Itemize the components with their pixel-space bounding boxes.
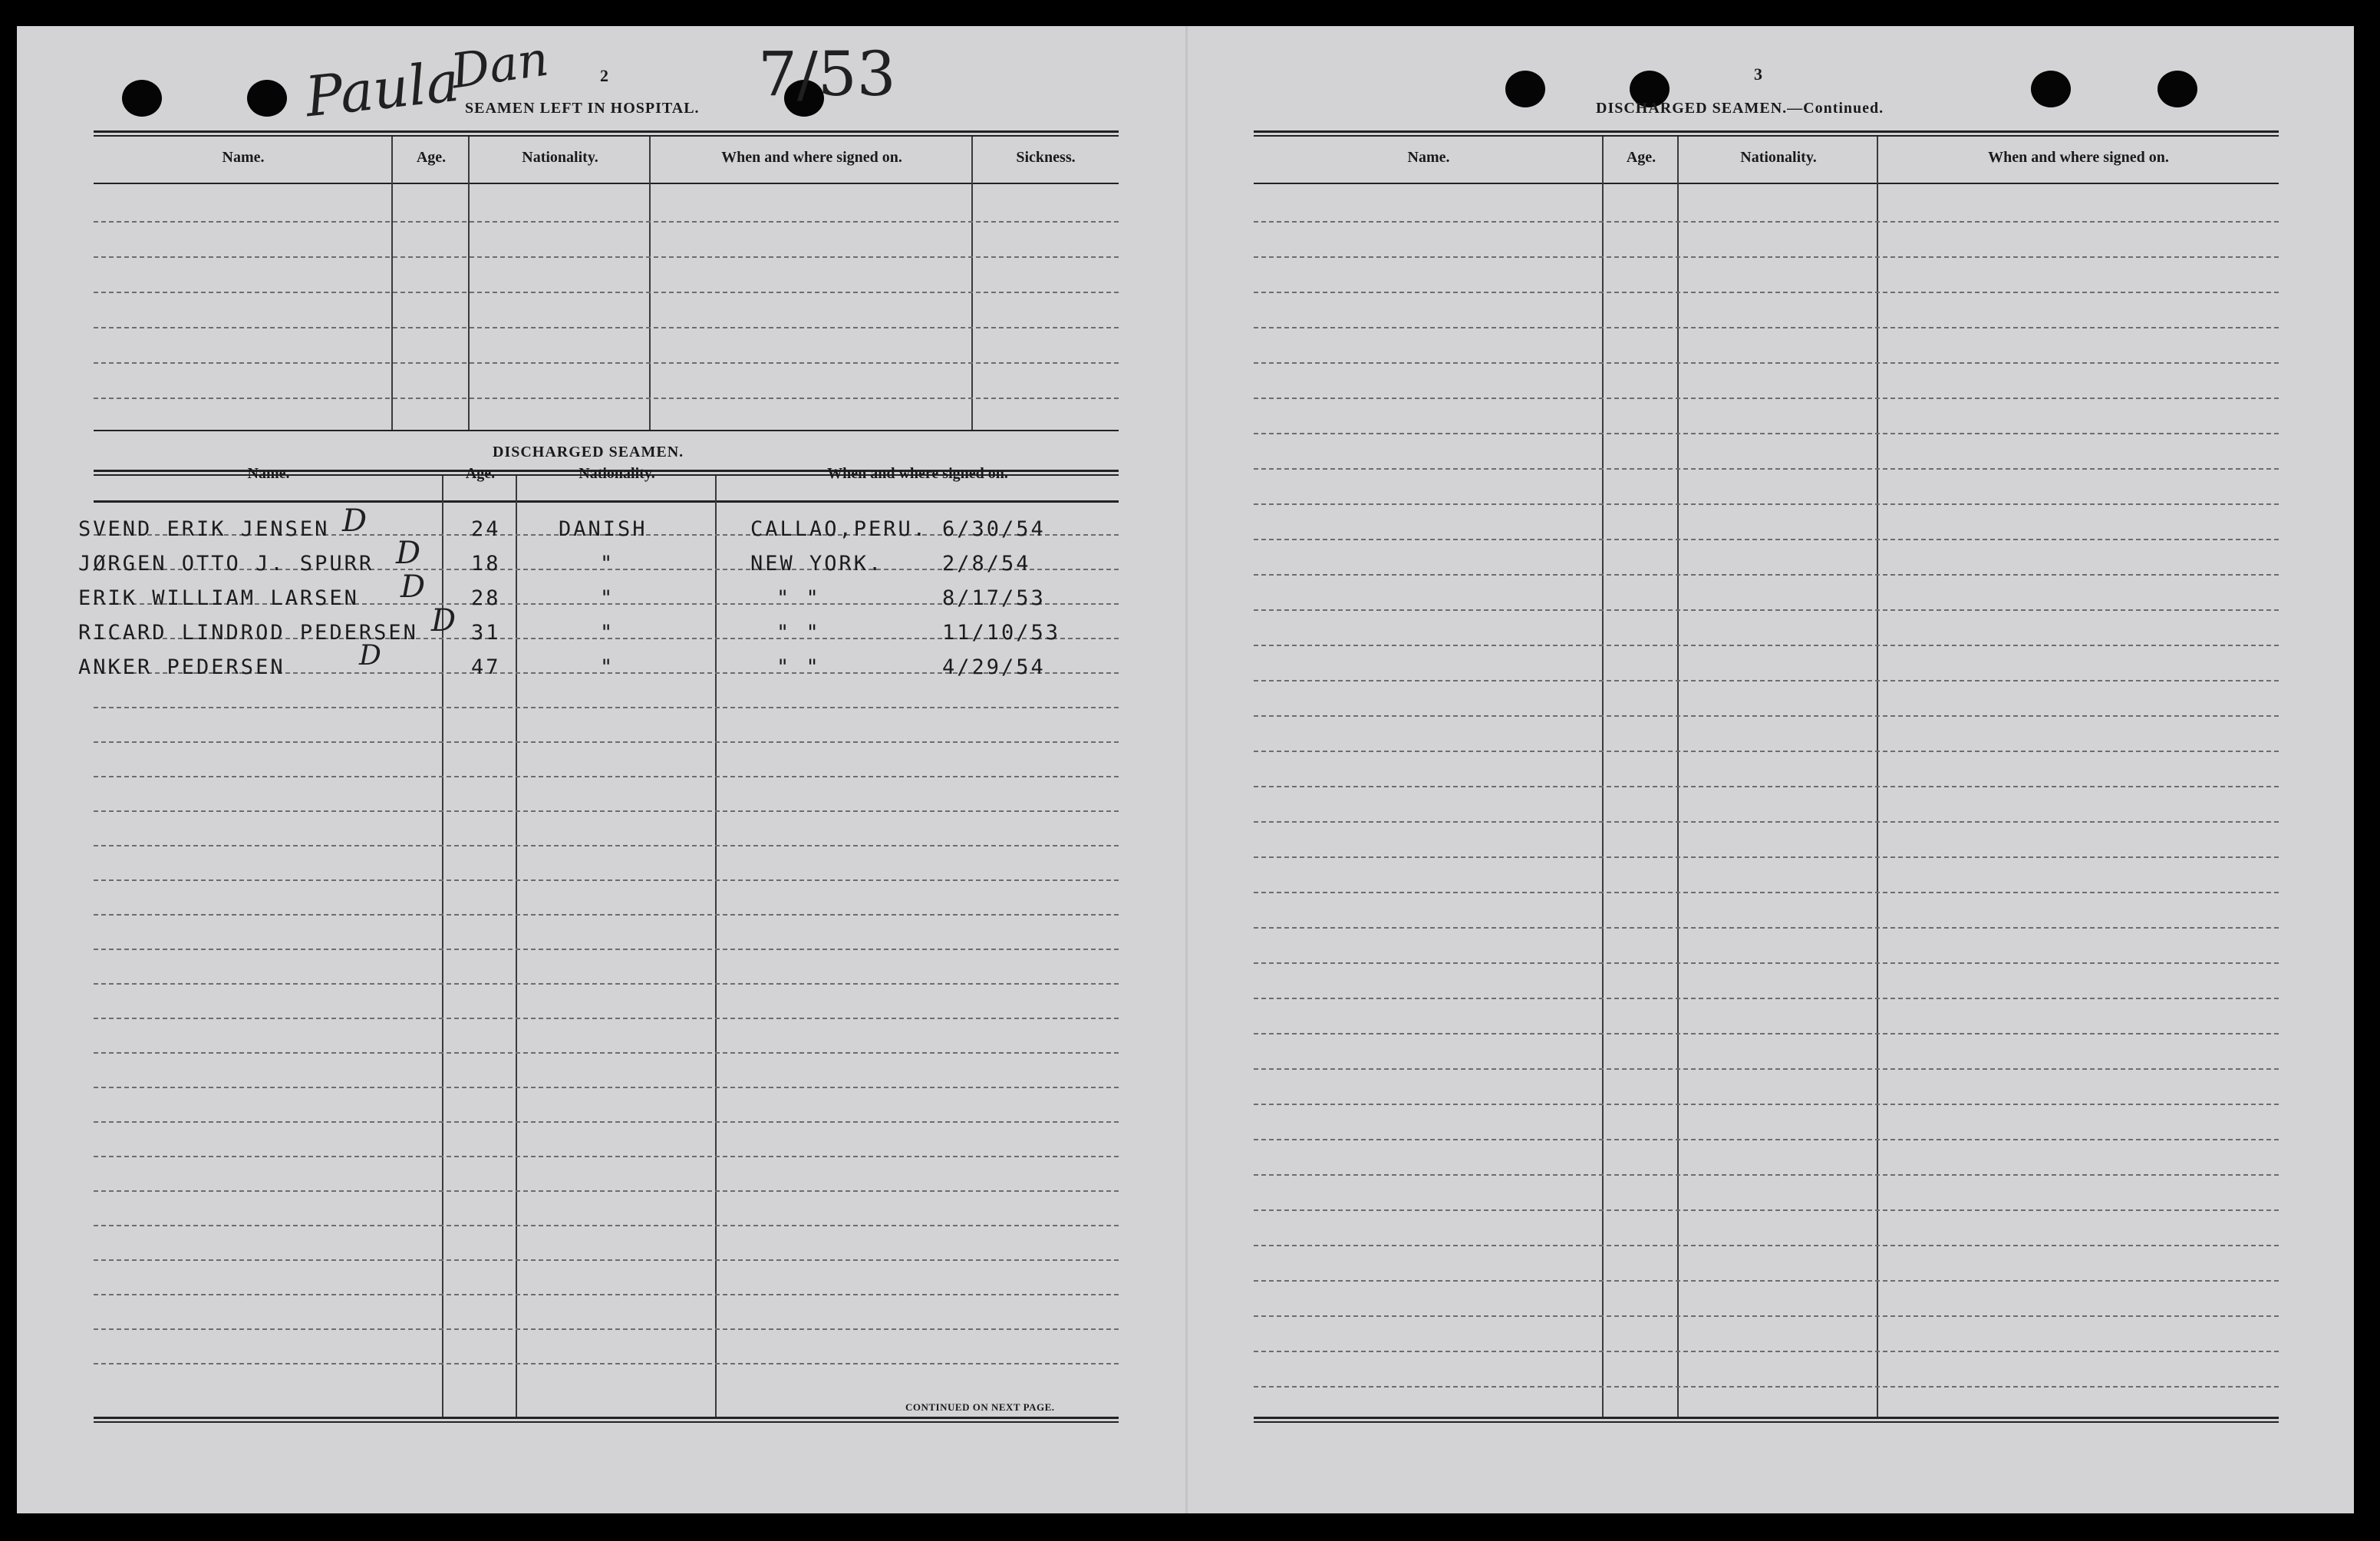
discharged-col-nationality: Nationality. (579, 465, 655, 482)
signed-on-place: " " (776, 586, 821, 610)
handwritten-nationality: Dan (447, 30, 552, 100)
seaman-nationality: " (600, 621, 615, 645)
seaman-nationality: DANISH (559, 517, 648, 541)
punch-hole (122, 80, 162, 117)
hospital-col-age: Age. (416, 149, 447, 166)
signature-mark: D (359, 640, 381, 672)
discharged-section-title: DISCHARGED SEAMEN. (493, 444, 684, 460)
discharged-col-name: Name. (247, 465, 290, 482)
seaman-age: 24 (471, 517, 501, 541)
continued-col-name: Name. (1407, 149, 1450, 166)
seaman-age: 31 (471, 621, 501, 645)
discharged-col-age: Age. (465, 465, 496, 482)
seaman-name: ERIK WILLIAM LARSEN (78, 586, 359, 610)
signature-mark: D (401, 569, 426, 605)
signature-mark: D (396, 536, 421, 571)
page-number-left: 2 (600, 66, 608, 85)
page-fold (1185, 26, 1188, 1513)
hospital-col-signed-on: When and where signed on. (721, 149, 902, 166)
signed-on-place: NEW YORK. (750, 552, 884, 576)
seaman-nationality: " (600, 655, 615, 679)
page-number-right: 3 (1754, 64, 1762, 84)
signed-on-date: 11/10/53 (942, 621, 1061, 645)
seaman-name: RICARD LINDROD PEDERSEN (78, 621, 418, 645)
seaman-name: JØRGEN OTTO J. SPURR (78, 552, 374, 576)
signed-on-date: 2/8/54 (942, 552, 1031, 576)
seaman-name: SVEND ERIK JENSEN (78, 517, 330, 541)
seaman-nationality: " (600, 552, 615, 576)
seaman-name: ANKER PEDERSEN (78, 655, 285, 679)
seaman-nationality: " (600, 586, 615, 610)
continued-footer: CONTINUED ON NEXT PAGE. (905, 1401, 1055, 1413)
continued-col-nationality: Nationality. (1740, 149, 1817, 166)
continued-col-age: Age. (1626, 149, 1656, 166)
punch-hole (2157, 71, 2197, 107)
punch-hole (2031, 71, 2071, 107)
signature-mark: D (431, 603, 457, 639)
signed-on-place: CALLAO,PERU. (750, 517, 928, 541)
handwritten-vessel-name: Paula (302, 48, 463, 130)
hospital-col-name: Name. (222, 149, 265, 166)
discharged-continued-title: DISCHARGED SEAMEN.—Continued. (1596, 100, 1884, 117)
punch-hole (247, 80, 287, 117)
signed-on-place: " " (776, 655, 821, 679)
hospital-col-nationality: Nationality. (522, 149, 598, 166)
signed-on-place: " " (776, 621, 821, 645)
signed-on-date: 4/29/54 (942, 655, 1046, 679)
hospital-section-title: SEAMEN LEFT IN HOSPITAL. (465, 100, 700, 117)
discharged-col-signed-on: When and where signed on. (827, 465, 1008, 482)
punch-hole (1505, 71, 1545, 107)
signature-mark: D (342, 503, 368, 539)
handwritten-date: 7/53 (758, 38, 896, 110)
manifest-sheet (17, 26, 2354, 1513)
seaman-age: 47 (471, 655, 501, 679)
seaman-age: 18 (471, 552, 501, 576)
signed-on-date: 6/30/54 (942, 517, 1046, 541)
hospital-col-sickness: Sickness. (1016, 149, 1076, 166)
signed-on-date: 8/17/53 (942, 586, 1046, 610)
seaman-age: 28 (471, 586, 501, 610)
continued-col-signed-on: When and where signed on. (1988, 149, 2169, 166)
